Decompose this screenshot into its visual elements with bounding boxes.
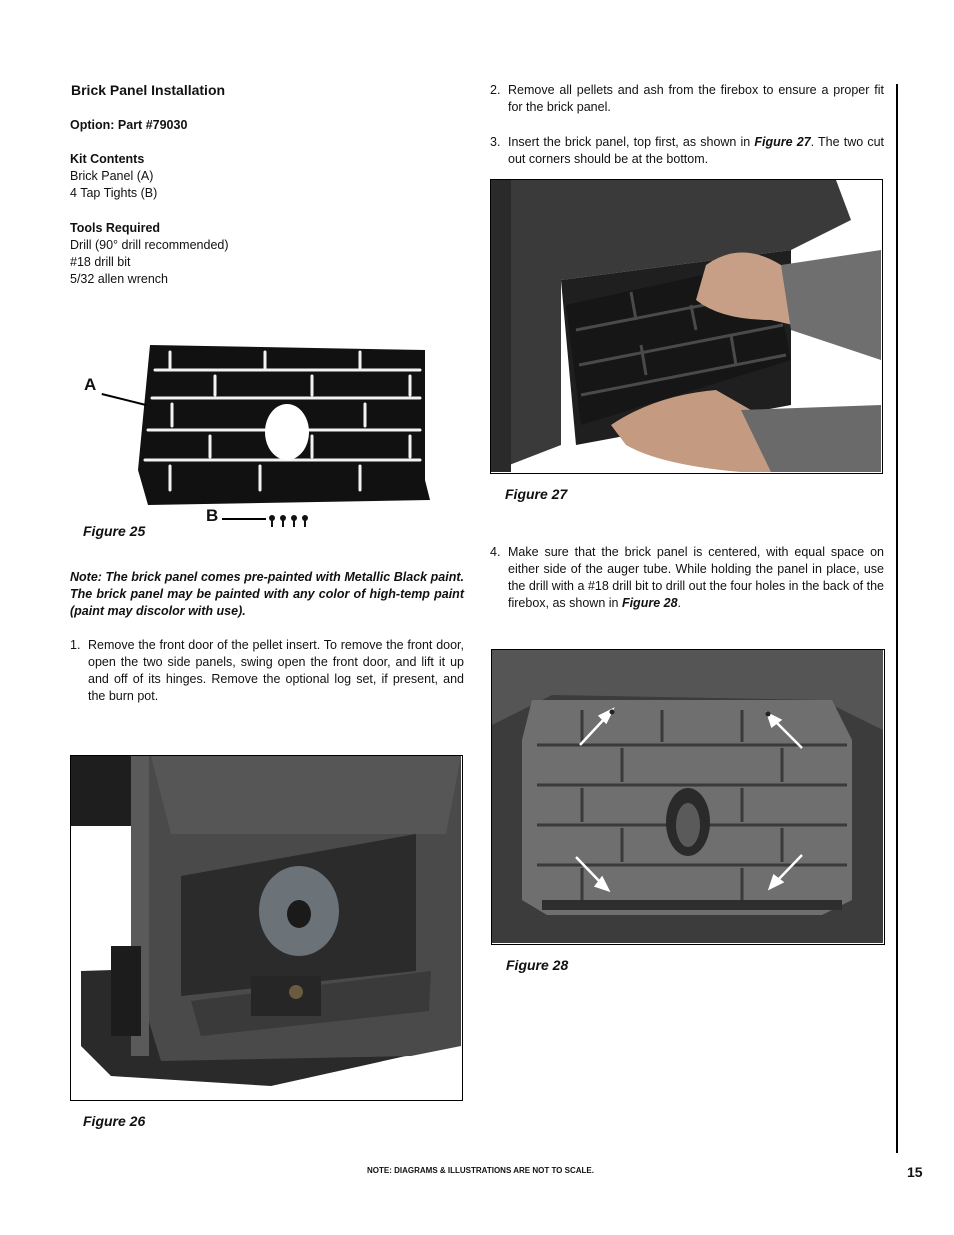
step-text: Remove all pellets and ash from the firebox to ensure a proper fit for the brick panel. (508, 83, 884, 114)
label-b: B (206, 506, 219, 525)
option-part: Option: Part #79030 (70, 118, 188, 132)
margin-rule (896, 84, 898, 1153)
step-number: 3. (490, 135, 501, 149)
tap-tights-screws (268, 514, 310, 533)
brick-panel-image (80, 340, 440, 530)
step-text: Insert the brick panel, top first, as shown in Figure 27. The two cut out corners should be at the bottom. (508, 135, 884, 166)
leader-line-b (222, 518, 266, 520)
figure-28-photo (491, 649, 885, 945)
tool-item: Drill (90° drill recommended) (70, 238, 229, 252)
step-3 (490, 134, 884, 168)
step-4 (490, 544, 884, 612)
step-number: 2. (490, 83, 501, 97)
step-text: Make sure that the brick panel is centered, with equal space on either side of the auger tube. While holding the panel in place, use the drill with a #18 drill bit to drill out the four holes in the back of the firebox, as shown in Figure 28. (508, 545, 884, 610)
step-text: Remove the front door of the pellet insert. To remove the front door, open the two side panels, swing open the front door, and lift it up and off of its hinges. Remove the optional log set, if present, and the burn pot. (88, 638, 464, 703)
kit-contents-title: Kit Contents (70, 152, 145, 166)
figure-25-caption: Figure 25 (83, 523, 146, 539)
page-number: 15 (907, 1164, 923, 1180)
figure-27-caption: Figure 27 (505, 486, 568, 502)
figure-26-photo (70, 755, 463, 1101)
step-2 (490, 82, 884, 116)
figure-reference: Figure 28 (621, 596, 678, 610)
figure-28-caption: Figure 28 (506, 957, 569, 973)
kit-item: Brick Panel (A) (70, 169, 154, 183)
figure-25-illustration (80, 340, 440, 530)
tool-item: 5/32 allen wrench (70, 272, 168, 286)
step-number: 4. (490, 545, 501, 559)
tools-required (70, 220, 229, 288)
paint-note: Note: The brick panel comes pre-painted with Metallic Black paint. The brick panel may be painted with any color of high-temp paint (paint may discolor with use). (70, 570, 464, 618)
section-heading: Brick Panel Installation (71, 82, 226, 98)
figure-reference: Figure 27 (754, 135, 811, 149)
label-a: A (84, 375, 97, 394)
scale-note: NOTE: DIAGRAMS & ILLUSTRATIONS ARE NOT TO SCALE. (367, 1166, 594, 1175)
figure-27-photo (490, 179, 883, 474)
figure-26-caption: Figure 26 (83, 1113, 146, 1129)
kit-contents (70, 151, 157, 202)
step-number: 1. (70, 638, 81, 652)
kit-item: 4 Tap Tights (B) (70, 186, 158, 200)
tools-required-title: Tools Required (70, 221, 161, 235)
step-1 (70, 637, 464, 705)
tool-item: #18 drill bit (70, 255, 131, 269)
